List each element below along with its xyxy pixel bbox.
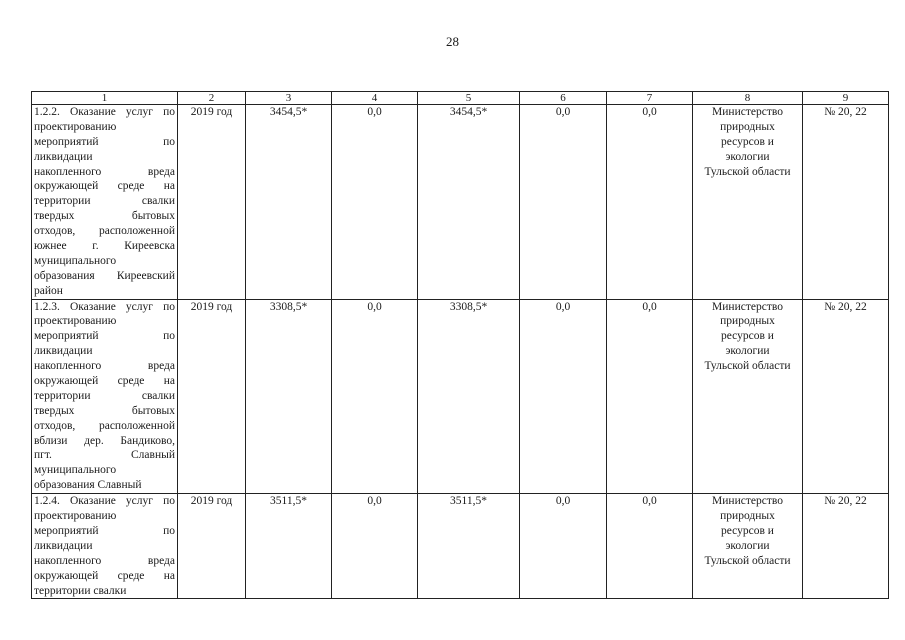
amount-other-cell: 0,0 <box>607 105 693 300</box>
measure-name-line: проектированию <box>34 510 117 523</box>
executor-line: экологии <box>725 150 770 163</box>
executor-line: Министерство <box>712 495 783 508</box>
measure-name-line: район <box>34 284 63 297</box>
executor-line: экологии <box>725 539 770 552</box>
executor-line: ресурсов и <box>721 135 774 148</box>
amount-local-cell: 0,0 <box>520 105 607 300</box>
amount-regional-cell: 3511,5* <box>418 494 520 599</box>
table-row <box>32 105 889 300</box>
measure-name-line: южнее г. Киреевска <box>34 240 175 253</box>
year-cell: 2019 год <box>178 299 246 494</box>
header-cell: 3 <box>246 92 332 105</box>
executor-line: ресурсов и <box>721 330 774 343</box>
measure-name-line: проектированию <box>34 315 117 328</box>
measure-name-line: образования Киреевский <box>34 269 175 282</box>
executor-cell <box>693 299 803 494</box>
measure-name-cell <box>32 299 178 494</box>
measure-name-line: окружающей среде на <box>34 375 175 388</box>
header-cell: 1 <box>32 92 178 105</box>
measure-name-line: 1.2.2. Оказание услуг по <box>34 106 175 118</box>
measure-name-line: территории свалки <box>34 584 127 597</box>
measure-name-cell <box>32 494 178 599</box>
measure-name-line: ликвидации <box>34 345 93 358</box>
indicator-number-cell: № 20, 22 <box>803 105 889 300</box>
measure-name-line: ликвидации <box>34 150 93 163</box>
table-row <box>32 299 889 494</box>
amount-regional-cell: 3454,5* <box>418 105 520 300</box>
measure-name-line: мероприятий по <box>34 330 175 343</box>
measure-name-cell <box>32 105 178 300</box>
executor-line: экологии <box>725 345 770 358</box>
measure-name-line: окружающей среде на <box>34 569 175 582</box>
year-cell: 2019 год <box>178 105 246 300</box>
measure-name-line: отходов, расположенной <box>34 225 175 238</box>
measure-name-line: муниципального <box>34 464 117 477</box>
amount-regional-cell: 3308,5* <box>418 299 520 494</box>
measure-name-line: мероприятий по <box>34 135 175 148</box>
measure-name-line: вблизи дер. Бандиково, <box>34 434 175 447</box>
measure-name-line: 1.2.4. Оказание услуг по <box>34 495 175 508</box>
amount-local-cell: 0,0 <box>520 299 607 494</box>
header-cell: 7 <box>607 92 693 105</box>
measure-name-line: муниципального <box>34 254 117 267</box>
amount-federal-cell: 0,0 <box>332 494 418 599</box>
amount-total-cell: 3511,5* <box>246 494 332 599</box>
header-cell: 4 <box>332 92 418 105</box>
measure-name-line: мероприятий по <box>34 524 175 537</box>
executor-line: Министерство <box>712 106 783 118</box>
amount-other-cell: 0,0 <box>607 299 693 494</box>
indicator-number-cell: № 20, 22 <box>803 494 889 599</box>
measure-name-line: образования Славный <box>34 479 142 492</box>
header-cell: 2 <box>178 92 246 105</box>
measure-name-line: территории свалки <box>34 195 175 208</box>
measure-name-line: твердых бытовых <box>34 404 175 417</box>
measure-name-line: накопленного вреда <box>34 165 175 178</box>
measure-name-line: отходов, расположенной <box>34 419 175 432</box>
program-table <box>31 91 889 599</box>
header-cell: 6 <box>520 92 607 105</box>
executor-line: природных <box>720 315 775 328</box>
measure-name-line: накопленного вреда <box>34 360 175 373</box>
amount-federal-cell: 0,0 <box>332 299 418 494</box>
table-header-row <box>32 92 889 105</box>
indicator-number-cell: № 20, 22 <box>803 299 889 494</box>
measure-name-line: проектированию <box>34 120 117 133</box>
measure-name-line: ликвидации <box>34 539 93 552</box>
measure-name-line: окружающей среде на <box>34 180 175 193</box>
executor-line: Министерство <box>712 300 783 313</box>
page-number: 28 <box>446 34 459 49</box>
measure-name-line: территории свалки <box>34 389 175 402</box>
amount-other-cell: 0,0 <box>607 494 693 599</box>
executor-line: Тульской области <box>704 360 791 373</box>
header-cell: 9 <box>803 92 889 105</box>
measure-name-line: твердых бытовых <box>34 210 175 223</box>
executor-line: Тульской области <box>704 165 791 178</box>
measure-name-line: накопленного вреда <box>34 554 175 567</box>
year-cell: 2019 год <box>178 494 246 599</box>
executor-cell <box>693 494 803 599</box>
header-cell: 5 <box>418 92 520 105</box>
executor-line: природных <box>720 120 775 133</box>
amount-federal-cell: 0,0 <box>332 105 418 300</box>
amount-local-cell: 0,0 <box>520 494 607 599</box>
executor-line: природных <box>720 510 775 523</box>
measure-name-line: пгт. Славный <box>34 449 175 462</box>
measure-name-line: 1.2.3. Оказание услуг по <box>34 300 175 313</box>
header-cell: 8 <box>693 92 803 105</box>
table-row <box>32 494 889 599</box>
executor-line: Тульской области <box>704 554 791 567</box>
amount-total-cell: 3308,5* <box>246 299 332 494</box>
executor-line: ресурсов и <box>721 524 774 537</box>
amount-total-cell: 3454,5* <box>246 105 332 300</box>
executor-cell <box>693 105 803 300</box>
